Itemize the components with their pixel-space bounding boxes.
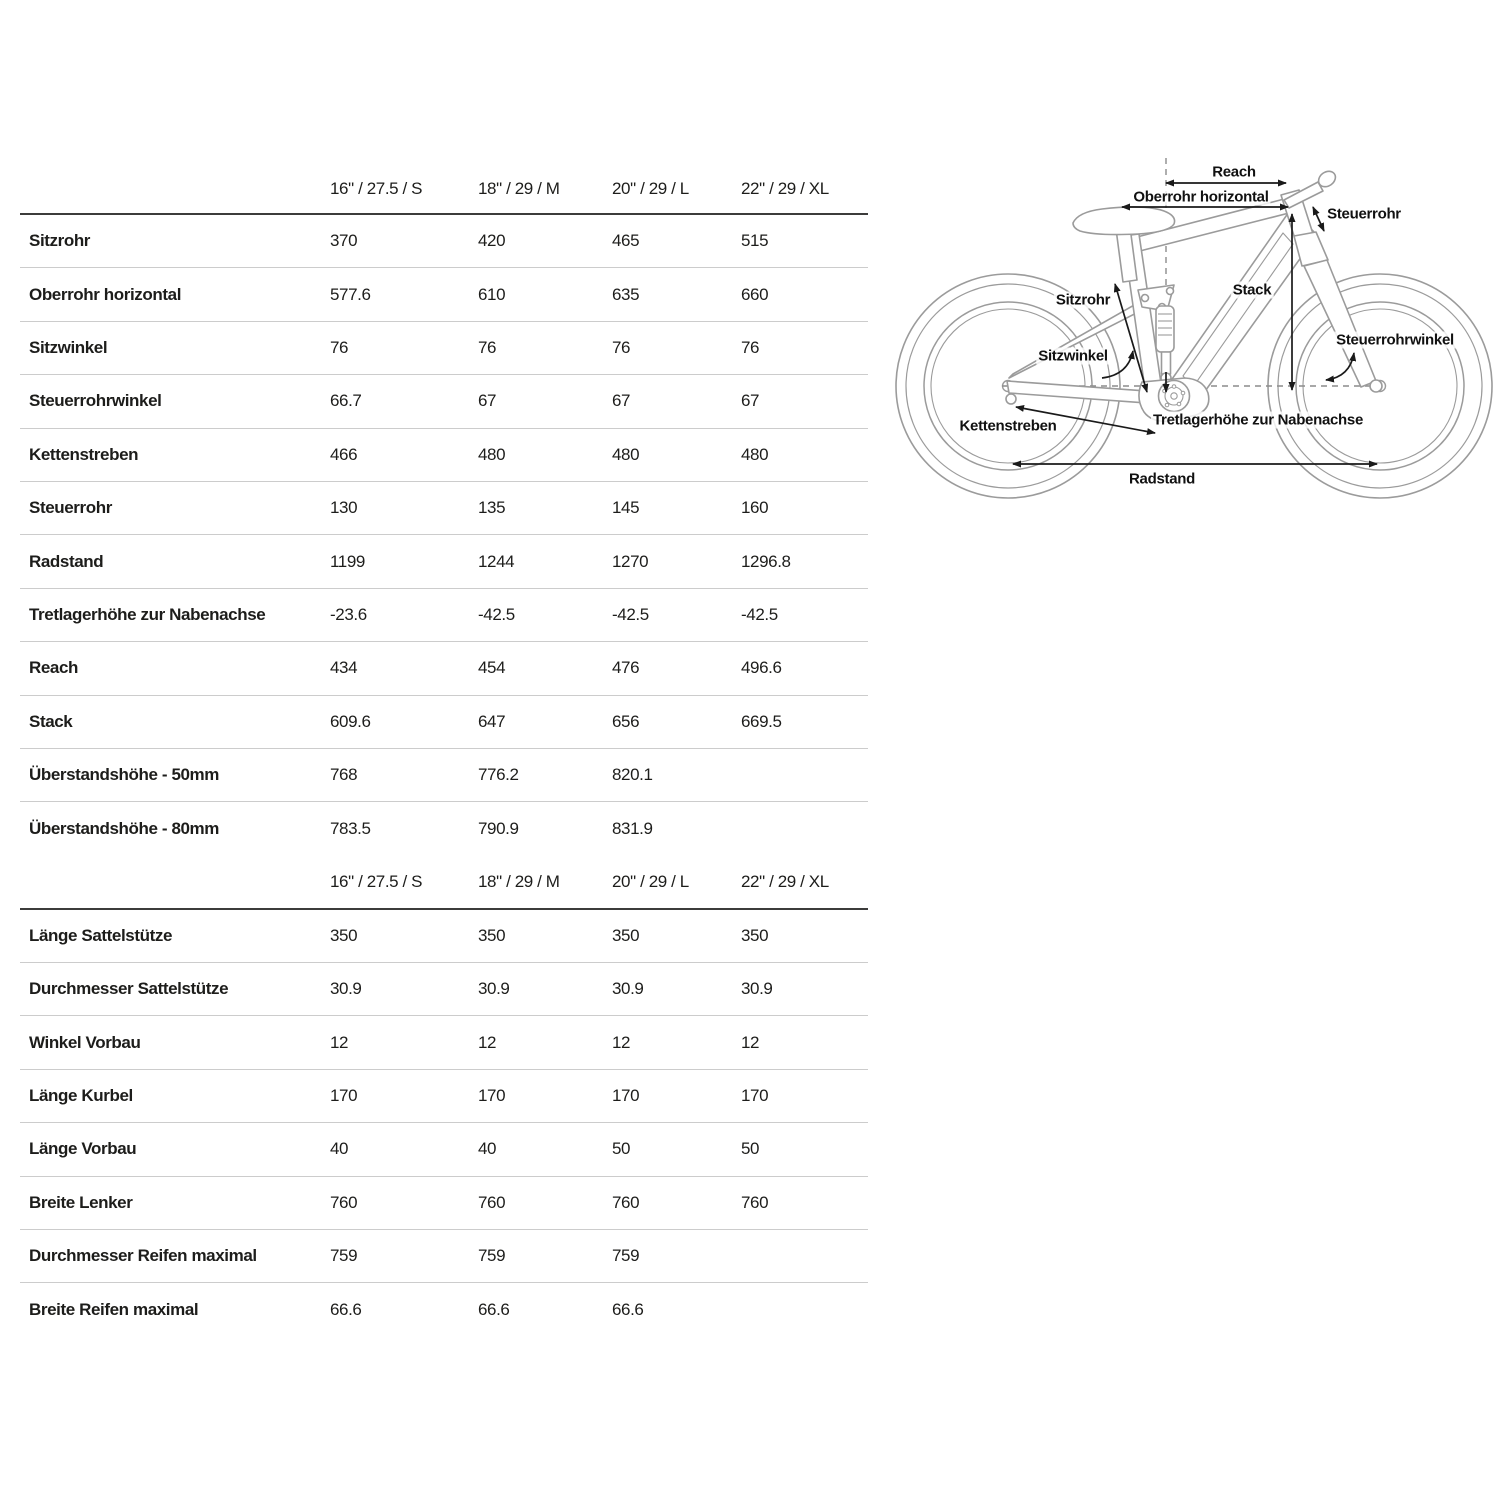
steuerrohrwinkel-label: Steuerrohrwinkel: [1336, 331, 1454, 349]
cell-value: 1296.8: [741, 551, 791, 571]
table-row: [20, 375, 868, 428]
tretlagerhoehe-label: Tretlagerhöhe zur Nabenachse: [1152, 411, 1364, 429]
saddle: [1073, 207, 1175, 235]
cell-value: 76: [741, 337, 760, 357]
cell-value: 759: [612, 1246, 640, 1266]
cell-value: 760: [741, 1192, 769, 1212]
cell-value: 76: [330, 337, 349, 357]
cell-value: 420: [478, 231, 506, 251]
cell-value: 480: [741, 444, 769, 464]
cell-value: 76: [612, 337, 631, 357]
cell-value: 466: [330, 444, 358, 464]
cell-value: 145: [612, 498, 640, 518]
table-row: [20, 749, 868, 802]
table-row: [20, 910, 868, 963]
kettenstreben-label: Kettenstreben: [959, 417, 1057, 435]
cell-value: 170: [741, 1086, 769, 1106]
table-row: [20, 1177, 868, 1230]
row-label: Oberrohr horizontal: [29, 284, 182, 304]
cell-value: 130: [330, 498, 358, 518]
cell-value: 40: [330, 1139, 349, 1159]
row-label: Breite Reifen maximal: [29, 1300, 199, 1320]
table-row: [20, 268, 868, 321]
bike-geometry-diagram: [890, 150, 1500, 520]
size-header-row: [20, 856, 868, 910]
cell-value: 768: [330, 765, 358, 785]
table-row: [20, 215, 868, 268]
header-spacer: [20, 881, 330, 882]
row-label: Länge Vorbau: [29, 1139, 137, 1159]
cell-value: 170: [612, 1086, 640, 1106]
cell-value: 760: [330, 1192, 358, 1212]
cell-value: 496.6: [741, 658, 782, 678]
size-header: 22" / 29 / XL: [741, 871, 829, 891]
cell-value: 480: [478, 444, 506, 464]
table-row: [20, 1016, 868, 1069]
row-label: Winkel Vorbau: [29, 1032, 141, 1052]
row-label: Reach: [29, 658, 79, 678]
cell-value: 12: [612, 1032, 631, 1052]
row-label: Kettenstreben: [29, 444, 139, 464]
cell-value: 434: [330, 658, 358, 678]
table-row: [20, 1123, 868, 1176]
table-row: [20, 589, 868, 642]
row-label: Überstandshöhe - 50mm: [29, 765, 219, 785]
radstand-label: Radstand: [1129, 470, 1195, 488]
table-row: [20, 1070, 868, 1123]
row-label: Länge Kurbel: [29, 1086, 133, 1106]
cell-value: 1244: [478, 551, 515, 571]
shock-shaft: [1162, 352, 1171, 374]
table-row: [20, 535, 868, 588]
table-row: [20, 322, 868, 375]
size-header: 18" / 29 / M: [478, 179, 560, 198]
cell-value: 40: [478, 1139, 497, 1159]
cell-value: 350: [741, 925, 769, 945]
row-label: Durchmesser Reifen maximal: [29, 1246, 257, 1266]
cell-value: 66.6: [612, 1300, 644, 1320]
table-row: [20, 963, 868, 1016]
cell-value: 30.9: [330, 979, 362, 999]
sitzwinkel-label: Sitzwinkel: [1038, 347, 1108, 365]
header-spacer: [20, 189, 330, 190]
cell-value: 609.6: [330, 711, 371, 731]
cell-value: 577.6: [330, 284, 371, 304]
row-label: Breite Lenker: [29, 1192, 133, 1212]
cell-value: 30.9: [741, 979, 773, 999]
cell-value: 465: [612, 231, 640, 251]
cell-value: 30.9: [478, 979, 510, 999]
rear-derailleur: [1006, 394, 1016, 404]
cell-value: 66.6: [478, 1300, 510, 1320]
pivot: [1167, 288, 1174, 295]
row-label: Sitzrohr: [29, 231, 91, 251]
cell-value: 480: [612, 444, 640, 464]
cell-value: 660: [741, 284, 769, 304]
cell-value: -42.5: [478, 604, 515, 624]
table-row: [20, 1283, 868, 1336]
sitzrohr-label: Sitzrohr: [1055, 291, 1111, 309]
cell-value: 12: [330, 1032, 349, 1052]
size-header: 16" / 27.5 / S: [330, 871, 423, 891]
size-header: 20" / 29 / L: [612, 871, 689, 891]
row-label: Radstand: [29, 551, 104, 571]
cell-value: 170: [478, 1086, 506, 1106]
steuerrohr-label: Steuerrohr: [1327, 205, 1401, 223]
cell-value: 656: [612, 711, 640, 731]
pivot: [1142, 295, 1149, 302]
cell-value: 1270: [612, 551, 649, 571]
row-label: Stack: [29, 711, 73, 731]
cell-value: 66.7: [330, 391, 362, 411]
size-header: 16" / 27.5 / S: [330, 179, 423, 198]
cell-value: 67: [612, 391, 631, 411]
cell-value: 454: [478, 658, 506, 678]
cell-value: -23.6: [330, 604, 367, 624]
oberrohr-label: Oberrohr horizontal: [1133, 188, 1269, 206]
steuerrohr-arrow: [1313, 207, 1324, 231]
geometry-table: [20, 165, 868, 1337]
table-row: [20, 696, 868, 749]
row-label: Steuerrohrwinkel: [29, 391, 162, 411]
rear-shock-body: [1156, 306, 1174, 352]
cell-value: 67: [478, 391, 497, 411]
table-row: [20, 1230, 868, 1283]
cell-value: 476: [612, 658, 640, 678]
cell-value: 610: [478, 284, 506, 304]
size-header-row: [20, 165, 868, 215]
cell-value: 12: [741, 1032, 760, 1052]
row-label: Tretlagerhöhe zur Nabenachse: [29, 604, 266, 624]
cell-value: 820.1: [612, 765, 653, 785]
size-header: 18" / 29 / M: [478, 871, 560, 891]
frame-geometry-section: [20, 165, 868, 856]
cell-value: 67: [741, 391, 760, 411]
cell-value: 647: [478, 711, 506, 731]
cell-value: 759: [478, 1246, 506, 1266]
cell-value: 635: [612, 284, 640, 304]
table-row: [20, 642, 868, 695]
cell-value: 50: [612, 1139, 631, 1159]
cell-value: 831.9: [612, 818, 653, 838]
cell-value: 76: [478, 337, 497, 357]
cell-value: 66.6: [330, 1300, 362, 1320]
cell-value: 135: [478, 498, 506, 518]
cell-value: -42.5: [741, 604, 778, 624]
table-row: [20, 429, 868, 482]
cell-value: 760: [478, 1192, 506, 1212]
row-label: Sitzwinkel: [29, 337, 108, 357]
cell-value: 760: [612, 1192, 640, 1212]
row-label: Überstandshöhe - 80mm: [29, 818, 219, 838]
cell-value: 790.9: [478, 818, 519, 838]
stack-label: Stack: [1232, 281, 1272, 299]
row-label: Steuerrohr: [29, 498, 112, 518]
table-row: [20, 802, 868, 855]
cell-value: 30.9: [612, 979, 644, 999]
size-header: 22" / 29 / XL: [741, 179, 829, 198]
cell-value: 350: [330, 925, 358, 945]
cell-value: -42.5: [612, 604, 649, 624]
cell-value: 12: [478, 1032, 497, 1052]
table-row: [20, 482, 868, 535]
cell-value: 50: [741, 1139, 760, 1159]
reach-label: Reach: [1212, 163, 1256, 181]
fork-leg: [1304, 260, 1376, 387]
cell-value: 783.5: [330, 818, 371, 838]
cell-value: 669.5: [741, 711, 782, 731]
row-label: Länge Sattelstütze: [29, 925, 172, 945]
cell-value: 1199: [330, 551, 365, 571]
cell-value: 515: [741, 231, 769, 251]
components-section: [20, 856, 868, 1337]
cell-value: 160: [741, 498, 769, 518]
cell-value: 776.2: [478, 765, 519, 785]
size-header: 20" / 29 / L: [612, 179, 689, 198]
cell-value: 170: [330, 1086, 358, 1106]
cell-value: 350: [478, 925, 506, 945]
cell-value: 370: [330, 231, 358, 251]
bb-axle: [1171, 393, 1177, 399]
fork-dropout: [1370, 380, 1382, 392]
cell-value: 350: [612, 925, 640, 945]
row-label: Durchmesser Sattelstütze: [29, 979, 229, 999]
cell-value: 759: [330, 1246, 358, 1266]
